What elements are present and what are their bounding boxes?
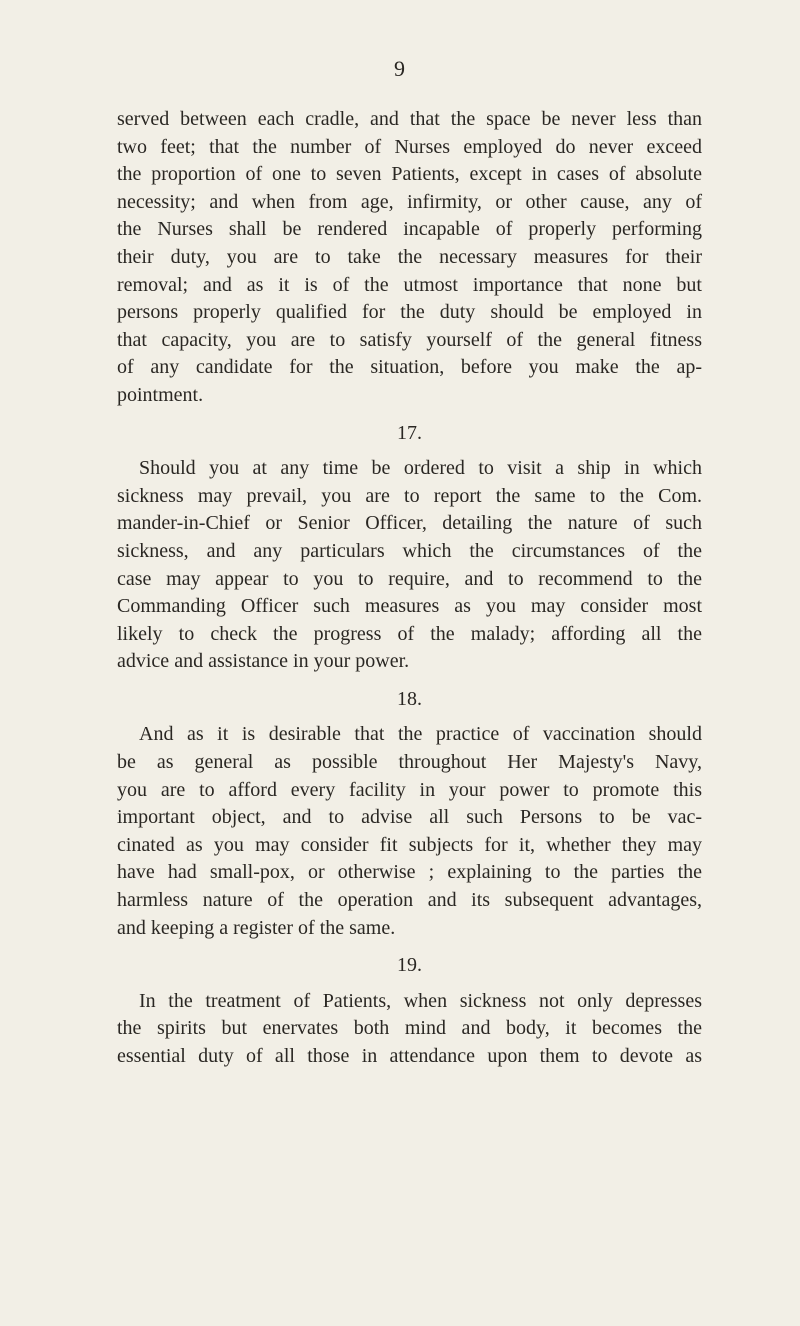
- text-line: that capacity, you are to satisfy yourself of the general fitness: [117, 328, 702, 351]
- text-line: be as general as possible throughout Her Majesty's Navy,: [117, 751, 702, 774]
- text-line: have had small-pox, or otherwise ; explaining to the parties the: [117, 861, 702, 884]
- section-number: 18.: [397, 687, 422, 710]
- section-18-paragraph: [117, 721, 702, 942]
- text-line: two feet; that the number of Nurses employed do never exceed: [117, 135, 702, 158]
- text-line: sickness, and any particulars which the circumstances of the: [117, 539, 702, 562]
- body-text: [117, 106, 702, 1071]
- text-line: And as it is desirable that the practice of vaccination should: [139, 723, 702, 746]
- text-line: likely to check the progress of the malady; affording all the: [117, 622, 702, 645]
- text-line: pointment.: [117, 383, 204, 406]
- text-line: served between each cradle, and that the space be never less than: [117, 108, 702, 130]
- text-line: advice and assistance in your power.: [117, 650, 410, 673]
- text-line: you are to afford every facility in your power to promote this: [117, 778, 702, 801]
- text-line: harmless nature of the operation and its subsequent advantages,: [117, 889, 702, 912]
- section-17-paragraph: [117, 455, 702, 676]
- text-line: essential duty of all those in attendance upon them to devote as: [117, 1045, 702, 1067]
- text-line: their duty, you are to take the necessary measures for their: [117, 245, 702, 268]
- text-line: case may appear to you to require, and to recommend to the: [117, 567, 702, 590]
- text-line: important object, and to advise all such Persons to be vac-: [117, 806, 702, 829]
- text-line: Should you at any time be ordered to visit a ship in which: [139, 457, 702, 480]
- text-line: mander-in-Chief or Senior Officer, detailing the nature of such: [117, 512, 702, 535]
- text-line: In the treatment of Patients, when sickness not only depresses: [139, 989, 702, 1012]
- text-line: the proportion of one to seven Patients, except in cases of absolute: [117, 163, 702, 186]
- text-line: Commanding Officer such measures as you may consider most: [117, 595, 702, 618]
- text-line: persons properly qualified for the duty should be employed in: [117, 301, 702, 324]
- text-line: removal; and as it is of the utmost importance that none but: [117, 273, 702, 296]
- continuation-paragraph: [117, 106, 702, 410]
- text-line: the Nurses shall be rendered incapable of properly performing: [117, 218, 702, 241]
- text-line: cinated as you may consider fit subjects for it, whether they may: [117, 833, 702, 856]
- text-line: of any candidate for the situation, before you make the ap-: [117, 356, 702, 379]
- section-number: 17.: [397, 421, 422, 444]
- section-19-paragraph: [117, 988, 702, 1071]
- section-number: 19.: [397, 954, 422, 977]
- page-number: 9: [394, 56, 406, 81]
- text-line: sickness may prevail, you are to report the same to the Com.: [117, 484, 702, 507]
- text-line: necessity; and when from age, infirmity, or other cause, any of: [117, 190, 702, 213]
- text-line: and keeping a register of the same.: [117, 916, 396, 939]
- text-line: the spirits but enervates both mind and body, it becomes the: [117, 1017, 702, 1040]
